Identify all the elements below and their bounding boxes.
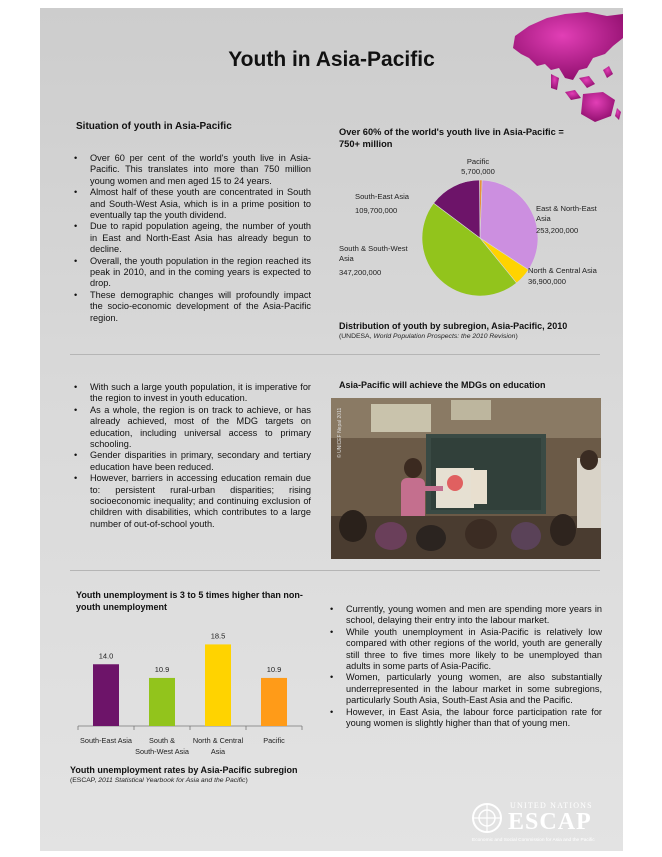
- logo-un-text: UNITED NATIONS: [510, 801, 593, 810]
- section-divider: [70, 570, 600, 571]
- bar-category-label: South & South-West Asia: [135, 736, 189, 756]
- list-item: • Over 60 per cent of the world's youth live in Asia-Pacific. This translates into more than 750 million young women and men aged 15 to 24 years.: [74, 153, 311, 187]
- bar-value-label: 18.5: [210, 631, 226, 641]
- pie-source-prefix: (UNDESA,: [339, 333, 374, 340]
- bar-source-suffix: ): [245, 777, 248, 784]
- photo-credit: © UNICEF Nepal 2011: [337, 407, 343, 458]
- bar-source-prefix: (ESCAP,: [70, 777, 99, 784]
- poster-title: Youth in Asia-Pacific: [228, 48, 435, 71]
- pie-value-north-central-asia: 36,900,000: [528, 277, 567, 286]
- bar-category-label: North & Central Asia: [192, 736, 244, 756]
- bar-caption: Youth unemployment rates by Asia-Pacific subregion: [70, 765, 298, 775]
- list-item: • Almost half of these youth are concentrated in South and South-West Asia, which is in a prime position to eventually tap the youth dividend.: [74, 187, 311, 221]
- bar-source-title: 2011 Statistical Yearbook for Asia and the Pacific: [98, 777, 246, 784]
- bar-value-label: 10.9: [266, 664, 282, 674]
- list-item: • However, in East Asia, the labour force participation rate for young women is slightly higher than that of young men.: [330, 707, 602, 730]
- list-item: • With such a large youth population, it is imperative for the region to invest in youth education.: [74, 382, 311, 405]
- section-divider: [70, 354, 600, 355]
- escap-logo: [470, 801, 622, 847]
- poster-sheet: [40, 8, 623, 851]
- list-item: • These demographic changes will profoundly impact the socio-economic development of the Asia-Pacific region.: [74, 290, 311, 324]
- bar-north-central-asia: [205, 644, 231, 726]
- pie-source-title: World Population Prospects: the 2010 Revision: [373, 333, 516, 340]
- bar-chart: [68, 628, 328, 768]
- section3-heading: Youth unemployment is 3 to 5 times higher than non-youth unemployment: [76, 590, 303, 612]
- bar-value-label: 10.9: [154, 664, 170, 674]
- list-item: • As a whole, the region is on track to achieve, or has already achieved, most of the MDG targets on education, including universal access to primary schooling.: [74, 405, 311, 451]
- pie-chart: [420, 168, 540, 308]
- bar-source: [70, 777, 340, 784]
- section2-heading: Asia-Pacific will achieve the MDGs on education: [339, 380, 546, 390]
- pie-source-suffix: ): [515, 333, 518, 340]
- pie-source: [339, 333, 609, 340]
- section1-bullet-list: [74, 153, 311, 324]
- section2-bullet-list: [74, 382, 311, 530]
- bar-value-label: 14.0: [98, 651, 114, 661]
- pie-value-pacific: 5,700,000: [461, 167, 495, 176]
- pie-label-south-east-asia: South-East Asia: [355, 192, 410, 201]
- logo-tagline: Economic and Social Commission for Asia and the Pacific: [472, 838, 595, 843]
- classroom-photo-graphic: [331, 398, 601, 559]
- list-item: • However, barriers in accessing education remain due to: persistent rural-urban disparities; rising socioeconomic inequality; and continuing exclusion of children with disabilities, which contributes to a large number of out-of-school youth.: [74, 473, 311, 530]
- bar-category-label: South-East Asia: [80, 736, 132, 745]
- logo-escap-text: ESCAP: [508, 809, 592, 835]
- list-item: • Currently, young women and men are spending more years in school, delaying their entry into the labour market.: [330, 604, 602, 627]
- pie-value-east-ne-asia: 253,200,000: [536, 226, 579, 235]
- bar-south-south-west-asia: [149, 678, 175, 726]
- pie-label-south-sw-asia: South & South-West Asia: [339, 244, 408, 263]
- pie-value-south-sw-asia: 347,200,000: [339, 268, 382, 277]
- bar-category-label: Pacific: [263, 736, 285, 745]
- pie-chart-heading: Over 60% of the world's youth live in Asia-Pacific = 750+ million: [339, 127, 564, 149]
- classroom-photo: [331, 398, 601, 559]
- list-item: • Gender disparities in primary, secondary and tertiary education have been reduced.: [74, 450, 311, 473]
- pie-label-east-ne-asia: East & North-East Asia: [536, 204, 597, 223]
- bar-south-east-asia: [93, 664, 119, 726]
- list-item: • Women, particularly young women, are also substantially underrepresented in the labour market in some subregions, particularly South Asia, South-East Asia and the Pacific.: [330, 672, 602, 706]
- section1-heading: Situation of youth in Asia-Pacific: [76, 121, 232, 132]
- bar-pacific: [261, 678, 287, 726]
- list-item: • Due to rapid population ageing, the number of youth in East and North-East Asia has already begun to decline.: [74, 221, 311, 255]
- list-item: • Overall, the youth population in the region reached its peak in 2010, and in the coming years is expected to drop.: [74, 256, 311, 290]
- un-emblem-icon: [470, 801, 504, 835]
- section3-bullet-list: [330, 604, 602, 729]
- pie-value-south-east-asia: 109,700,000: [355, 206, 398, 215]
- pie-label-north-central-asia: North & Central Asia: [528, 266, 597, 275]
- pie-label-pacific: Pacific: [466, 157, 490, 166]
- pie-caption: Distribution of youth by subregion, Asia-Pacific, 2010: [339, 321, 568, 331]
- list-item: • While youth unemployment in Asia-Pacific is relatively low compared with other regions of the world, youth are generally still three to five times more likely to be unemployed than adults in some parts of Asia-Pacific.: [330, 627, 602, 673]
